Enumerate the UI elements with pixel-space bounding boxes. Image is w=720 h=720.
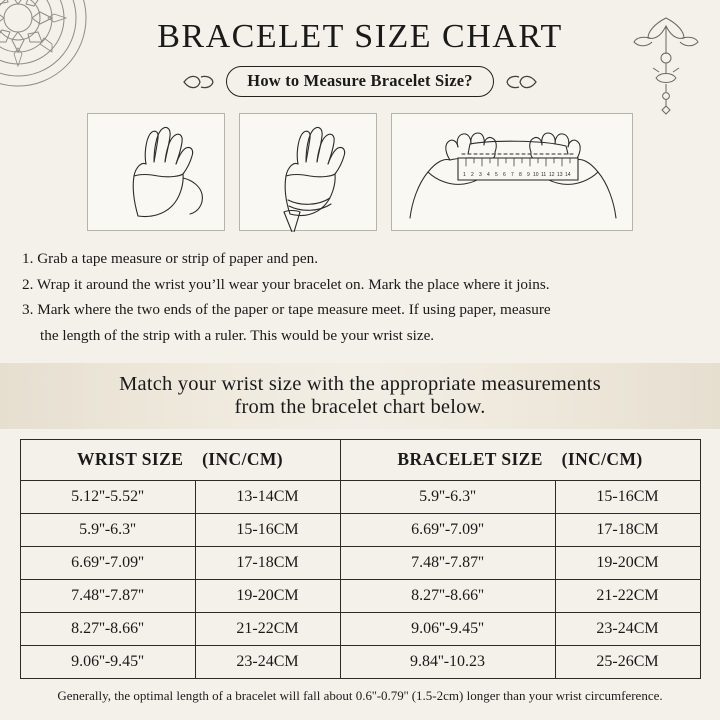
cell-bracelet-cm: 15-16CM xyxy=(555,480,700,513)
table-row xyxy=(20,579,700,612)
table-row xyxy=(20,513,700,546)
match-banner xyxy=(0,363,720,429)
svg-text:2: 2 xyxy=(471,172,474,178)
cell-wrist-cm: 23-24CM xyxy=(195,645,340,678)
cell-wrist-in: 5.9''-6.3'' xyxy=(20,513,195,546)
measure-steps xyxy=(22,247,698,349)
svg-text:12: 12 xyxy=(549,172,555,178)
header-wrist-unit: (INC/CM) xyxy=(202,449,284,469)
svg-text:3: 3 xyxy=(479,172,482,178)
step-2: 2. Wrap it around the wrist you’ll wear your bracelet on. Mark the place where it joins. xyxy=(22,275,550,293)
svg-text:14: 14 xyxy=(565,172,571,178)
step-3: 3. Mark where the two ends of the paper or tape measure meet. If using paper, measure xyxy=(22,301,551,319)
cell-wrist-cm: 17-18CM xyxy=(195,546,340,579)
footnote: Generally, the optimal length of a bracelet will fall about 0.6''-0.79'' (1.5-2cm) longer than your wrist circumference. xyxy=(57,687,663,703)
table-row xyxy=(20,546,700,579)
header-bracelet-size xyxy=(340,439,700,480)
cell-bracelet-cm: 25-26CM xyxy=(555,645,700,678)
illustration-hands-measuring-with-ruler xyxy=(391,113,633,231)
cell-wrist-in: 6.69''-7.09'' xyxy=(20,546,195,579)
illustration-hand-with-paper-strip xyxy=(239,113,377,231)
svg-text:13: 13 xyxy=(557,172,563,178)
cell-bracelet-in: 7.48''-7.87'' xyxy=(340,546,555,579)
cell-wrist-cm: 13-14CM xyxy=(195,480,340,513)
table-row xyxy=(20,645,700,678)
svg-text:5: 5 xyxy=(495,172,498,178)
table-header-row xyxy=(20,439,700,480)
cell-wrist-cm: 19-20CM xyxy=(195,579,340,612)
flourish-right-icon xyxy=(504,71,538,93)
cell-wrist-cm: 15-16CM xyxy=(195,513,340,546)
svg-text:6: 6 xyxy=(503,172,506,178)
step-3-continued: the length of the strip with a ruler. This would be your wrist size. xyxy=(40,326,435,344)
svg-text:1: 1 xyxy=(463,172,466,178)
header-bracelet-unit: (INC/CM) xyxy=(561,449,643,469)
page-title: BRACELET SIZE CHART xyxy=(157,18,563,55)
cell-bracelet-cm: 23-24CM xyxy=(555,612,700,645)
cell-wrist-in: 7.48''-7.87'' xyxy=(20,579,195,612)
svg-text:8: 8 xyxy=(519,172,522,178)
svg-text:10: 10 xyxy=(533,172,539,178)
svg-text:7: 7 xyxy=(511,172,514,178)
size-table xyxy=(20,439,701,679)
cell-bracelet-in: 9.84''-10.23 xyxy=(340,645,555,678)
cell-bracelet-in: 5.9''-6.3'' xyxy=(340,480,555,513)
flourish-left-icon xyxy=(182,71,216,93)
svg-text:4: 4 xyxy=(487,172,490,178)
cell-wrist-in: 8.27''-8.66'' xyxy=(20,612,195,645)
cell-wrist-cm: 21-22CM xyxy=(195,612,340,645)
table-row xyxy=(20,612,700,645)
svg-text:11: 11 xyxy=(541,172,547,178)
cell-bracelet-cm: 17-18CM xyxy=(555,513,700,546)
banner-line-2: from the bracelet chart below. xyxy=(234,395,486,418)
banner-line-1: Match your wrist size with the appropriate measurements xyxy=(119,372,601,395)
cell-bracelet-in: 6.69''-7.09'' xyxy=(340,513,555,546)
cell-bracelet-cm: 19-20CM xyxy=(555,546,700,579)
cell-bracelet-in: 9.06''-9.45'' xyxy=(340,612,555,645)
svg-text:9: 9 xyxy=(527,172,530,178)
table-row xyxy=(20,480,700,513)
subtitle-pill: How to Measure Bracelet Size? xyxy=(226,66,493,97)
cell-bracelet-cm: 21-22CM xyxy=(555,579,700,612)
illustration-row xyxy=(0,113,720,231)
cell-wrist-in: 5.12''-5.52'' xyxy=(20,480,195,513)
subtitle-row xyxy=(0,66,720,97)
header-wrist-label: WRIST SIZE xyxy=(76,449,184,469)
header-wrist-size xyxy=(20,439,340,480)
cell-bracelet-in: 8.27''-8.66'' xyxy=(340,579,555,612)
cell-wrist-in: 9.06''-9.45'' xyxy=(20,645,195,678)
header-bracelet-label: BRACELET SIZE xyxy=(397,449,543,469)
illustration-hand-with-tape-measure xyxy=(87,113,225,231)
step-1: 1. Grab a tape measure or strip of paper and pen. xyxy=(22,250,319,267)
